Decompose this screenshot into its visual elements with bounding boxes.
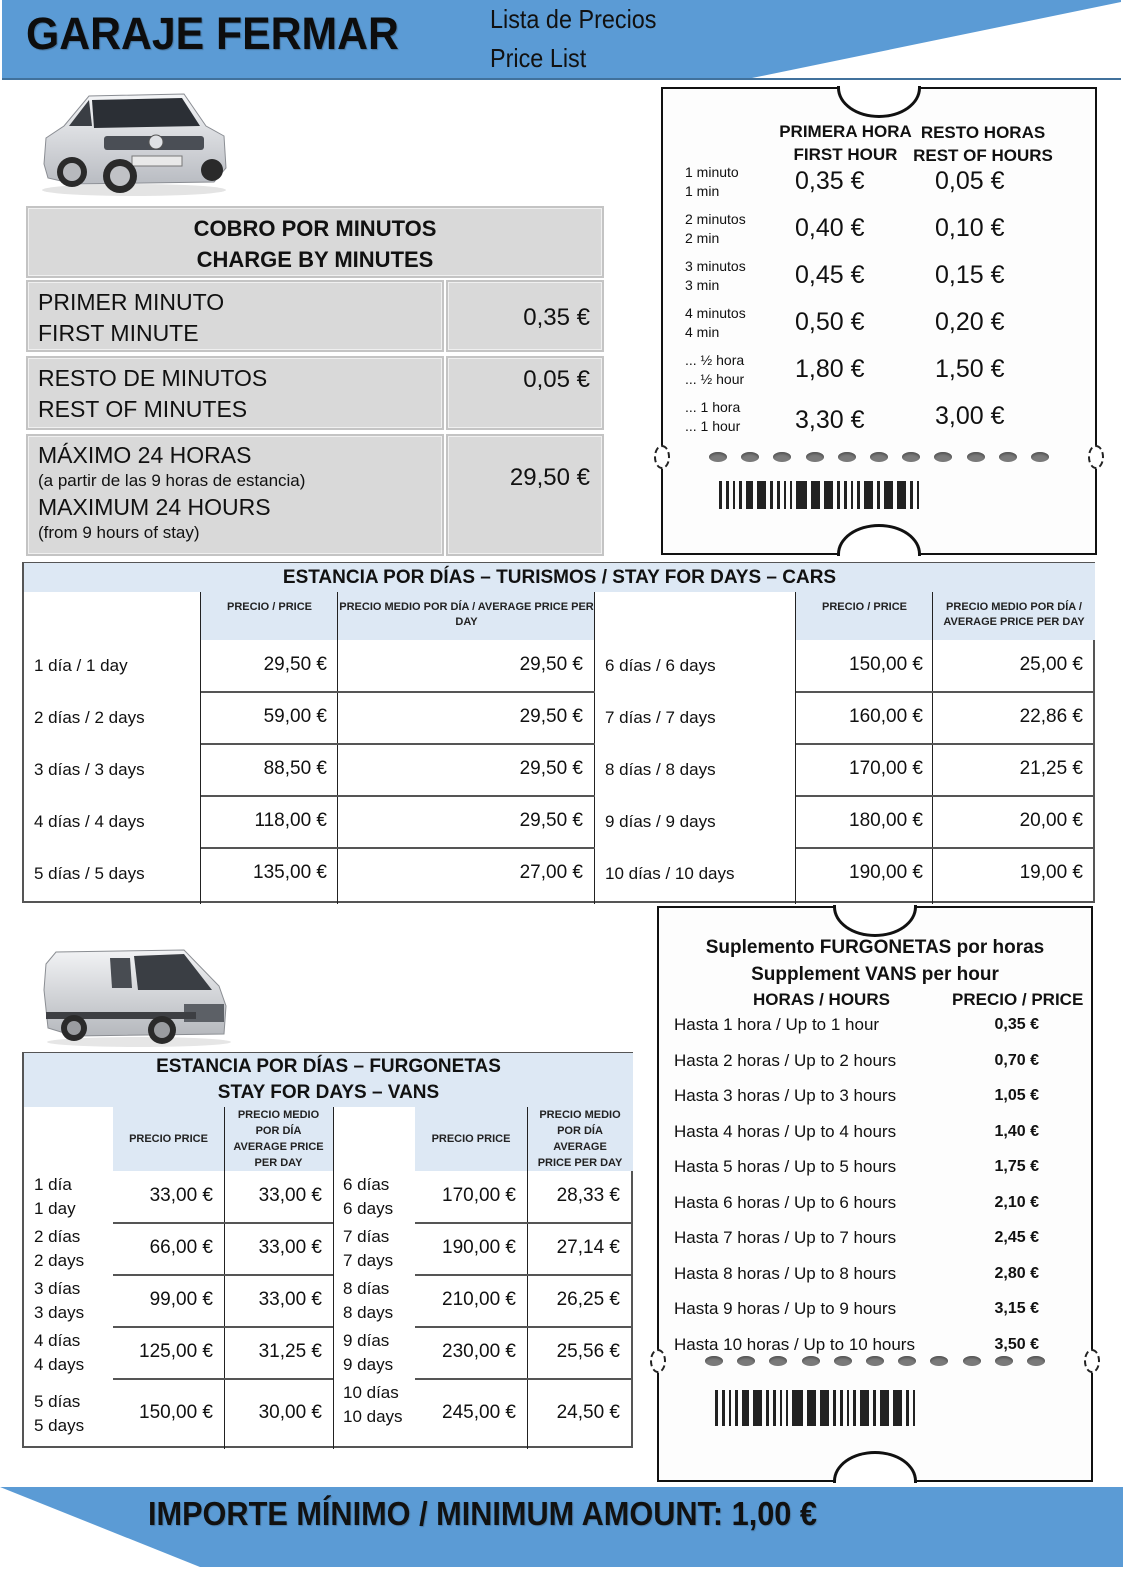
barcode-bar: [719, 481, 722, 509]
vans-avg-right: 25,56 €: [556, 1341, 620, 1362]
cars-days-left: 5 días / 5 days: [34, 864, 145, 883]
barcode-bar: [777, 481, 780, 509]
row-divider: [113, 1274, 333, 1276]
cars-avg-right: 20,00 €: [1019, 810, 1083, 831]
row-divider: [415, 1222, 633, 1224]
vans-price-left: 125,00 €: [139, 1341, 213, 1362]
days-es: 10 días: [343, 1383, 399, 1402]
cars-price-left: 59,00 €: [263, 706, 327, 727]
rest-hours-price: 0,05 €: [935, 167, 1005, 195]
first-hour-es: PRIMERA HORA: [779, 122, 912, 141]
barcode-bar: [753, 1390, 762, 1426]
col-divider: [932, 592, 933, 904]
vans-days-left: [34, 1173, 76, 1221]
barcode-bar: [796, 481, 807, 509]
vans-header-price-right: PRECIO PRICE: [415, 1107, 527, 1171]
header-banner: [2, 0, 1121, 80]
rest-minutes-en: REST OF MINUTES: [38, 396, 248, 422]
supplement-hours-label: Hasta 9 horas / Up to 9 hours: [674, 1299, 897, 1318]
barcode-bar: [746, 481, 753, 509]
vans-avg-left: 33,00 €: [258, 1289, 322, 1310]
first-hour-header: [773, 120, 918, 166]
hourly-rate-ticket: [661, 87, 1097, 555]
vans-price-right: 210,00 €: [442, 1289, 516, 1310]
cars-avg-left: 27,00 €: [519, 862, 583, 883]
barcode-bar: [897, 481, 906, 509]
supplement-price: 1,05 €: [994, 1087, 1039, 1104]
barcode-bar: [864, 481, 873, 509]
vans-price-right: 170,00 €: [442, 1185, 516, 1206]
barcode-bar: [893, 1390, 902, 1426]
cars-days-right: 6 días / 6 days: [605, 656, 716, 675]
row-divider: [201, 691, 595, 693]
row-divider: [796, 743, 1095, 745]
first-hour-price: 0,40 €: [795, 214, 865, 242]
barcode-bar: [877, 481, 880, 509]
first-hour-price: 0,45 €: [795, 261, 865, 289]
days-en: 5 days: [34, 1416, 85, 1435]
barcode-bar: [811, 481, 820, 509]
max-24h-label: [26, 434, 444, 556]
van-supplement-title-es: Suplemento FURGONETAS por horas: [705, 937, 1045, 958]
days-es: 8 días: [343, 1279, 390, 1298]
row-divider: [415, 1274, 633, 1276]
row-divider: [796, 847, 1095, 849]
vans-avg-left: 33,00 €: [258, 1237, 322, 1258]
minutes-row-label: [685, 210, 746, 248]
row-label-es: 2 minutos: [685, 211, 746, 227]
subtitle-es: Lista de Precios: [490, 4, 657, 34]
price-column-header: PRECIO / PRICE: [952, 990, 1084, 1009]
vans-price-left: 66,00 €: [149, 1237, 213, 1258]
cars-avg-left: 29,50 €: [519, 706, 583, 727]
vans-price-left: 150,00 €: [139, 1402, 213, 1423]
barcode-bar: [910, 481, 913, 509]
cars-price-left: 118,00 €: [254, 810, 327, 831]
days-es: 6 días: [343, 1175, 390, 1194]
barcode-bar: [786, 1390, 788, 1426]
supplement-hours-label: Hasta 2 horas / Up to 2 hours: [674, 1050, 897, 1070]
barcode-icon: [719, 481, 923, 509]
minutes-row-label: [685, 163, 739, 201]
vans-avg-right: 28,33 €: [556, 1185, 620, 1206]
first-minute-en: FIRST MINUTE: [38, 320, 199, 346]
subtitle-en: Price List: [490, 43, 587, 73]
ticket-notch-bottom: [837, 524, 921, 556]
vans-price-right: 190,00 €: [442, 1237, 516, 1258]
minutes-row-label: [685, 304, 746, 342]
barcode-bar: [780, 1390, 782, 1426]
row-label-en: 3 min: [685, 277, 720, 293]
cars-price-right: 160,00 €: [849, 706, 923, 727]
cars-avg-right: 22,86 €: [1019, 706, 1083, 727]
days-en: 9 days: [343, 1355, 394, 1374]
row-label-en: 4 min: [685, 324, 720, 340]
vans-avg-left: 33,00 €: [258, 1185, 322, 1206]
cars-avg-left: 29,50 €: [519, 654, 583, 675]
rest-hours-price: 0,20 €: [935, 308, 1005, 336]
barcode-bar: [729, 1390, 731, 1426]
max-24h-en: MAXIMUM 24 HOURS: [38, 494, 271, 520]
vans-header-avg-left: PRECIO MEDIO POR DÍA AVERAGE PRICE PER DAY: [224, 1107, 333, 1171]
cars-header-avg-left: PRECIO MEDIO POR DÍA / AVERAGE PRICE PER DAY: [338, 592, 595, 640]
max-24h-note-en: (from 9 hours of stay): [38, 523, 200, 542]
vans-days-left: [34, 1277, 84, 1325]
vans-days-right: [343, 1225, 413, 1273]
row-label-en: ... 1 hour: [685, 418, 741, 434]
barcode-bar: [851, 481, 853, 509]
barcode-bar: [873, 1390, 876, 1426]
charge-by-minutes-table: [26, 206, 604, 556]
barcode-bar: [820, 1390, 829, 1426]
row-label-en: 2 min: [685, 230, 720, 246]
ticket-side-notch-right: [1088, 445, 1104, 469]
row-divider: [415, 1326, 633, 1328]
supplement-price: 1,40 €: [994, 1122, 1039, 1140]
supplement-price: 2,45 €: [994, 1229, 1039, 1246]
rest-hours-price: 3,00 €: [935, 402, 1005, 430]
barcode-bar: [735, 1390, 738, 1426]
rest-hours-price: 0,10 €: [935, 214, 1005, 242]
vans-price-left: 33,00 €: [149, 1185, 213, 1206]
barcode-bar: [790, 481, 792, 509]
row-label-es: ... ½ hora: [685, 352, 745, 368]
row-divider: [113, 1378, 333, 1380]
supplement-hours-label: Hasta 6 horas / Up to 6 hours: [674, 1192, 897, 1212]
minutes-row-label: [685, 257, 746, 295]
days-en: 7 days: [343, 1251, 394, 1270]
perforation-dots: [709, 452, 1049, 462]
supplement-price: 0,70 €: [994, 1051, 1039, 1069]
barcode-bar: [837, 481, 840, 509]
row-label-es: 1 minuto: [685, 164, 739, 180]
vans-days-right: [343, 1329, 413, 1377]
barcode-bar: [833, 1390, 836, 1426]
car-image: [34, 86, 234, 198]
barcode-bar: [739, 481, 742, 509]
cars-days-table: [22, 562, 1095, 903]
barcode-bar: [860, 1390, 869, 1426]
barcode-bar: [807, 1390, 816, 1426]
footer-banner: [0, 1487, 1123, 1587]
cars-days-left: 2 días / 2 days: [34, 708, 145, 727]
first-minute-price: 0,35 €: [446, 280, 604, 352]
vans-avg-right: 27,14 €: [556, 1237, 620, 1258]
vans-avg-right: 26,25 €: [556, 1289, 620, 1310]
cars-days-right: 8 días / 8 days: [605, 760, 716, 779]
supplement-hours-label: Hasta 1 hora / Up to 1 hour: [674, 1015, 880, 1034]
vans-title-en: STAY FOR DAYS – VANS: [217, 1082, 440, 1103]
barcode-bar: [715, 1390, 718, 1426]
ticket-side-notch-right: [1084, 1349, 1100, 1373]
row-divider: [796, 795, 1095, 797]
minimum-amount: IMPORTE MÍNIMO / MINIMUM AMOUNT: 1,00 €: [148, 1495, 817, 1532]
van-image: [34, 930, 234, 1048]
first-hour-price: 0,35 €: [795, 167, 865, 195]
cars-days-right: 10 días / 10 days: [605, 864, 735, 883]
row-divider: [796, 691, 1095, 693]
ticket-side-notch-left: [654, 445, 670, 469]
barcode-bar: [722, 1390, 725, 1426]
barcode-bar: [844, 481, 847, 509]
van-supplement-title-en: Supplement VANS per hour: [751, 964, 999, 985]
first-hour-price: 1,80 €: [795, 355, 865, 383]
supplement-hours-label: Hasta 10 horas / Up to 10 hours: [674, 1334, 915, 1354]
cars-price-right: 180,00 €: [849, 810, 923, 831]
barcode-bar: [742, 1390, 749, 1426]
days-es: 2 días: [34, 1227, 81, 1246]
rest-hours-en: REST OF HOURS: [913, 146, 1053, 165]
cars-header-avg-right: PRECIO MEDIO POR DÍA / AVERAGE PRICE PER DAY: [933, 592, 1095, 640]
cars-price-right: 190,00 €: [849, 862, 923, 883]
days-en: 6 days: [343, 1199, 394, 1218]
vans-days-right: [343, 1173, 413, 1221]
vans-avg-left: 30,00 €: [258, 1402, 322, 1423]
cars-price-left: 88,50 €: [263, 758, 327, 779]
days-es: 7 días: [343, 1227, 390, 1246]
cars-avg-right: 19,00 €: [1019, 862, 1083, 883]
supplement-hours-label: Hasta 4 horas / Up to 4 hours: [674, 1121, 897, 1141]
rest-minutes-es: RESTO DE MINUTOS: [38, 365, 268, 391]
supplement-hours-label: Hasta 7 horas / Up to 7 hours: [674, 1228, 897, 1247]
cars-header-price-right: PRECIO / PRICE: [796, 592, 933, 640]
rest-hours-es: RESTO HORAS: [920, 123, 1046, 142]
barcode-bar: [917, 481, 919, 509]
minutes-row-label: [685, 351, 744, 389]
ticket-side-notch-left: [650, 1349, 666, 1373]
col-divider: [594, 592, 595, 904]
ticket-notch-bottom: [833, 1451, 917, 1483]
cars-header-price-left: PRECIO / PRICE: [201, 592, 338, 640]
vans-days-table: [22, 1052, 633, 1448]
barcode-bar: [766, 1390, 769, 1426]
first-minute-label: [26, 280, 444, 352]
charge-title-es: COBRO POR MINUTOS: [193, 216, 437, 241]
cars-days-left: 1 día / 1 day: [34, 656, 128, 675]
cars-avg-right: 25,00 €: [1019, 654, 1083, 675]
cars-days-left: 3 días / 3 days: [34, 760, 145, 779]
first-hour-en: FIRST HOUR: [793, 145, 898, 164]
supplement-hours-label: Hasta 5 horas / Up to 5 hours: [674, 1157, 897, 1176]
days-es: 4 días: [34, 1331, 81, 1350]
minutes-row-label: [685, 398, 740, 436]
row-divider: [201, 743, 595, 745]
barcode-bar: [880, 1390, 889, 1426]
cars-days-left: 4 días / 4 days: [34, 812, 145, 831]
days-es: 5 días: [34, 1392, 81, 1411]
supplement-price: 3,50 €: [994, 1335, 1039, 1353]
days-en: 3 days: [34, 1303, 85, 1322]
supplement-price: 2,80 €: [994, 1264, 1039, 1282]
barcode-bar: [906, 1390, 909, 1426]
days-en: 1 day: [34, 1199, 76, 1218]
barcode-bar: [726, 481, 729, 509]
barcode-bar: [857, 481, 860, 509]
vans-days-right: [343, 1277, 413, 1325]
row-divider: [113, 1222, 333, 1224]
barcode-bar: [757, 481, 766, 509]
row-label-es: 4 minutos: [685, 305, 746, 321]
brand-title: GARAJE FERMAR: [26, 8, 399, 59]
col-divider: [527, 1107, 528, 1449]
barcode-bar: [824, 481, 833, 509]
max-24h-note-es: (a partir de las 9 horas de estancia): [38, 471, 306, 490]
row-divider: [201, 795, 595, 797]
first-hour-price: 0,50 €: [795, 308, 865, 336]
col-divider: [795, 592, 796, 904]
col-divider: [200, 592, 201, 904]
barcode-bar: [853, 1390, 856, 1426]
vans-title-es: ESTANCIA POR DÍAS – FURGONETAS: [156, 1056, 501, 1077]
rest-minutes-label: [26, 356, 444, 430]
barcode-bar: [770, 481, 773, 509]
col-divider: [224, 1107, 225, 1449]
vans-header-price-left: PRECIO PRICE: [113, 1107, 224, 1171]
supplement-price: 1,75 €: [994, 1158, 1039, 1175]
row-label-es: ... 1 hora: [685, 399, 741, 415]
barcode-icon: [715, 1390, 919, 1426]
days-es: 9 días: [343, 1331, 390, 1350]
barcode-bar: [733, 481, 735, 509]
barcode-bar: [884, 481, 893, 509]
col-divider: [337, 592, 338, 904]
cars-avg-right: 21,25 €: [1019, 758, 1083, 779]
barcode-bar: [784, 481, 786, 509]
cars-days-right: 9 días / 9 days: [605, 812, 716, 831]
barcode-bar: [773, 1390, 776, 1426]
rest-hours-header: [913, 121, 1053, 167]
charge-by-minutes-header: [26, 206, 604, 278]
first-hour-price: 3,30 €: [795, 406, 865, 434]
vans-table-title: [24, 1053, 633, 1107]
perforation-dots: [705, 1356, 1045, 1366]
barcode-bar: [792, 1390, 803, 1426]
charge-title-en: CHARGE BY MINUTES: [196, 247, 434, 272]
supplement-price: 3,15 €: [994, 1300, 1039, 1317]
cars-days-right: 7 días / 7 days: [605, 708, 716, 727]
row-label-es: 3 minutos: [685, 258, 746, 274]
max-24h-es: MÁXIMO 24 HORAS: [38, 442, 252, 468]
col-divider: [333, 1107, 334, 1449]
supplement-price: 2,10 €: [994, 1193, 1039, 1211]
days-en: 4 days: [34, 1355, 85, 1374]
supplement-hours-label: Hasta 3 horas / Up to 3 hours: [674, 1086, 897, 1105]
cars-price-right: 170,00 €: [849, 758, 923, 779]
row-label-en: 1 min: [685, 183, 720, 199]
ticket-notch-top: [837, 86, 921, 118]
vans-price-left: 99,00 €: [149, 1289, 213, 1310]
days-en: 10 days: [343, 1407, 403, 1426]
vans-days-right: [343, 1381, 413, 1429]
row-divider: [201, 847, 595, 849]
cars-price-right: 150,00 €: [849, 654, 923, 675]
row-divider: [113, 1326, 333, 1328]
days-en: 2 days: [34, 1251, 85, 1270]
hours-column-header: HORAS / HOURS: [753, 990, 890, 1009]
row-label-en: ... ½ hour: [685, 371, 745, 387]
vans-price-right: 245,00 €: [442, 1402, 516, 1423]
cars-price-left: 135,00 €: [253, 862, 327, 883]
days-es: 1 día: [34, 1175, 72, 1194]
vans-header-avg-right: PRECIO MEDIO POR DÍA AVERAGE PRICE PER DAY: [527, 1107, 633, 1171]
vans-price-right: 230,00 €: [442, 1341, 516, 1362]
days-es: 3 días: [34, 1279, 81, 1298]
ticket-notch-top: [833, 905, 917, 937]
vans-days-left: [34, 1329, 84, 1377]
cars-price-left: 29,50 €: [263, 654, 327, 675]
vans-days-left: [34, 1390, 84, 1438]
row-divider: [415, 1378, 633, 1380]
rest-hours-price: 1,50 €: [935, 355, 1005, 383]
max-24h-price: 29,50 €: [446, 434, 604, 556]
van-supplement-ticket: [657, 906, 1093, 1482]
supplement-hours-label: Hasta 8 horas / Up to 8 hours: [674, 1263, 897, 1283]
rest-minutes-price: 0,05 €: [446, 356, 604, 430]
vans-avg-right: 24,50 €: [556, 1402, 620, 1423]
barcode-bar: [840, 1390, 843, 1426]
days-en: 8 days: [343, 1303, 394, 1322]
supplement-price: 0,35 €: [994, 1016, 1039, 1033]
vans-days-left: [34, 1225, 84, 1273]
cars-table-title: ESTANCIA POR DÍAS – TURISMOS / STAY FOR DAYS – CARS: [24, 563, 1095, 592]
first-minute-es: PRIMER MINUTO: [38, 289, 225, 315]
barcode-bar: [913, 1390, 915, 1426]
cars-avg-left: 29,50 €: [519, 758, 583, 779]
rest-hours-price: 0,15 €: [935, 261, 1005, 289]
cars-avg-left: 29,50 €: [519, 810, 583, 831]
barcode-bar: [847, 1390, 849, 1426]
vans-avg-left: 31,25 €: [258, 1341, 322, 1362]
